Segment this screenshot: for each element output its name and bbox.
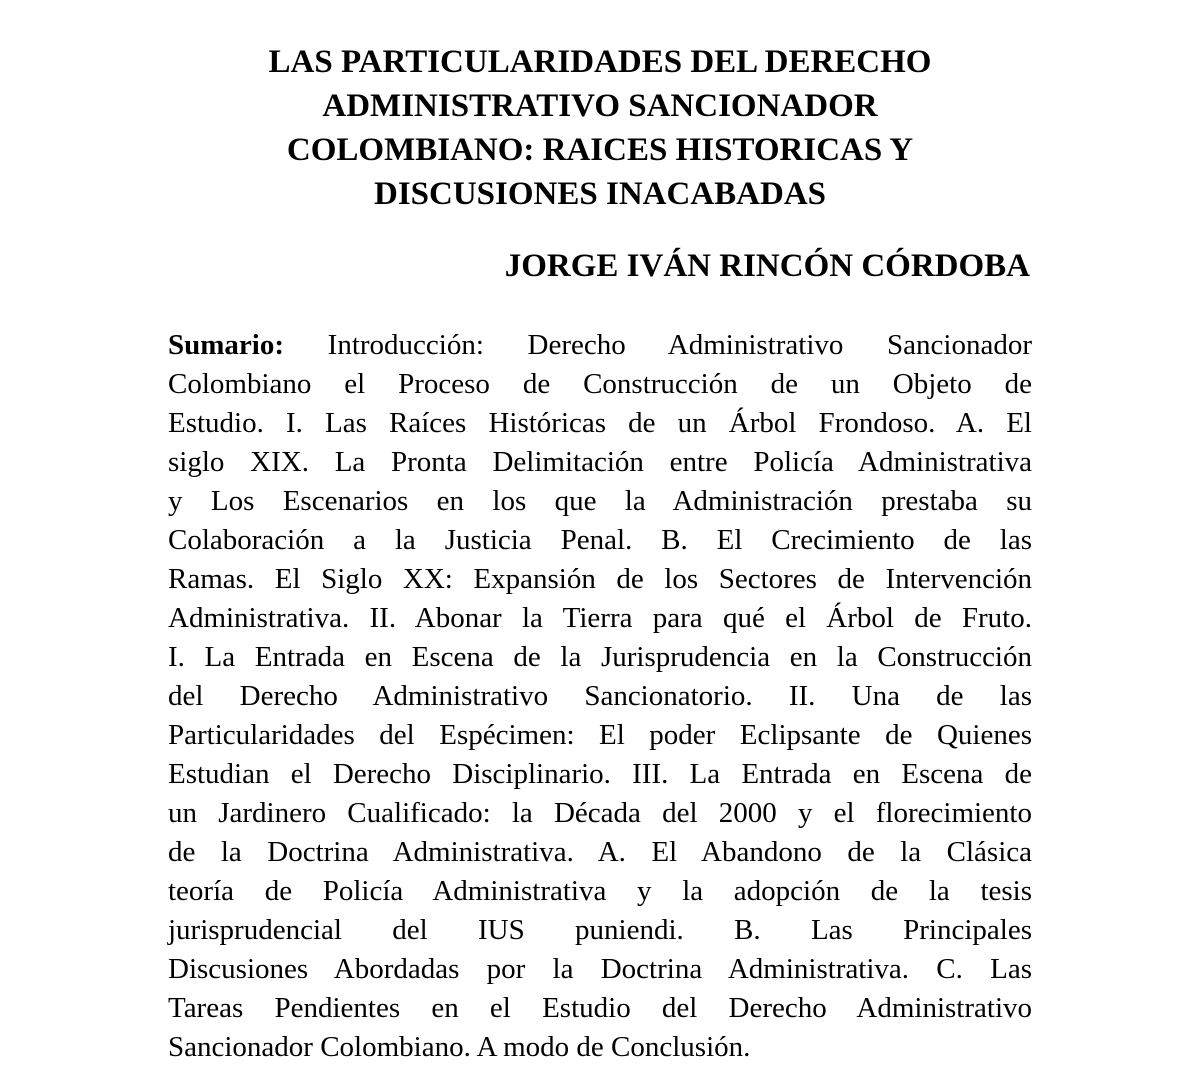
summary-line: un Jardinero Cualificado: la Década del 2000 y el florecimiento: [168, 797, 1032, 829]
summary-line: Colombiano el Proceso de Construcción de un Objeto de: [168, 368, 1032, 400]
summary-line: Tareas Pendientes en el Estudio del Derecho Administrativo: [168, 992, 1032, 1024]
paper-title: [170, 40, 1030, 216]
title-line: COLOMBIANO: RAICES HISTORICAS Y: [286, 132, 914, 168]
summary-line: de la Doctrina Administrativa. A. El Abandono de la Clásica: [168, 836, 1032, 868]
summary-line: Estudian el Derecho Disciplinario. III. La Entrada en Escena de: [168, 758, 1032, 790]
summary-first-line-text: Introducción: Derecho Administrativo Sancionador: [327, 329, 1033, 361]
summary-line: I. La Entrada en Escena de la Jurisprudencia en la Construcción: [168, 641, 1032, 673]
summary-line: Discusiones Abordadas por la Doctrina Administrativa. C. Las: [168, 953, 1032, 985]
title-line: LAS PARTICULARIDADES DEL DERECHO: [268, 44, 932, 80]
summary-line: Estudio. I. Las Raíces Históricas de un Árbol Frondoso. A. El: [168, 407, 1032, 439]
summary-line: jurisprudencial del IUS puniendi. B. Las Principales: [168, 914, 1032, 946]
summary-line: teoría de Policía Administrativa y la adopción de la tesis: [168, 875, 1032, 907]
summary-line: siglo XIX. La Pronta Delimitación entre Policía Administrativa: [168, 446, 1032, 478]
summary-line: del Derecho Administrativo Sancionatorio. II. Una de las: [168, 680, 1032, 712]
summary-line: y Los Escenarios en los que la Administración prestaba su: [168, 485, 1032, 517]
summary-line: Sancionador Colombiano. A modo de Conclusión.: [168, 1031, 751, 1063]
summary-label: Sumario:: [168, 329, 284, 361]
summary-line: Ramas. El Siglo XX: Expansión de los Sectores de Intervención: [168, 563, 1032, 595]
summary-line: Colaboración a la Justicia Penal. B. El Crecimiento de las: [168, 524, 1032, 556]
title-line: DISCUSIONES INACABADAS: [373, 176, 827, 212]
summary-paragraph: [168, 326, 1032, 1067]
summary-line: [168, 326, 1032, 365]
title-line: ADMINISTRATIVO SANCIONADOR: [322, 88, 878, 124]
summary-line: Administrativa. II. Abonar la Tierra para qué el Árbol de Fruto.: [168, 602, 1032, 634]
author-name: JORGE IVÁN RINCÓN CÓRDOBA: [504, 248, 1030, 284]
summary-line: Particularidades del Espécimen: El poder Eclipsante de Quienes: [168, 719, 1032, 751]
